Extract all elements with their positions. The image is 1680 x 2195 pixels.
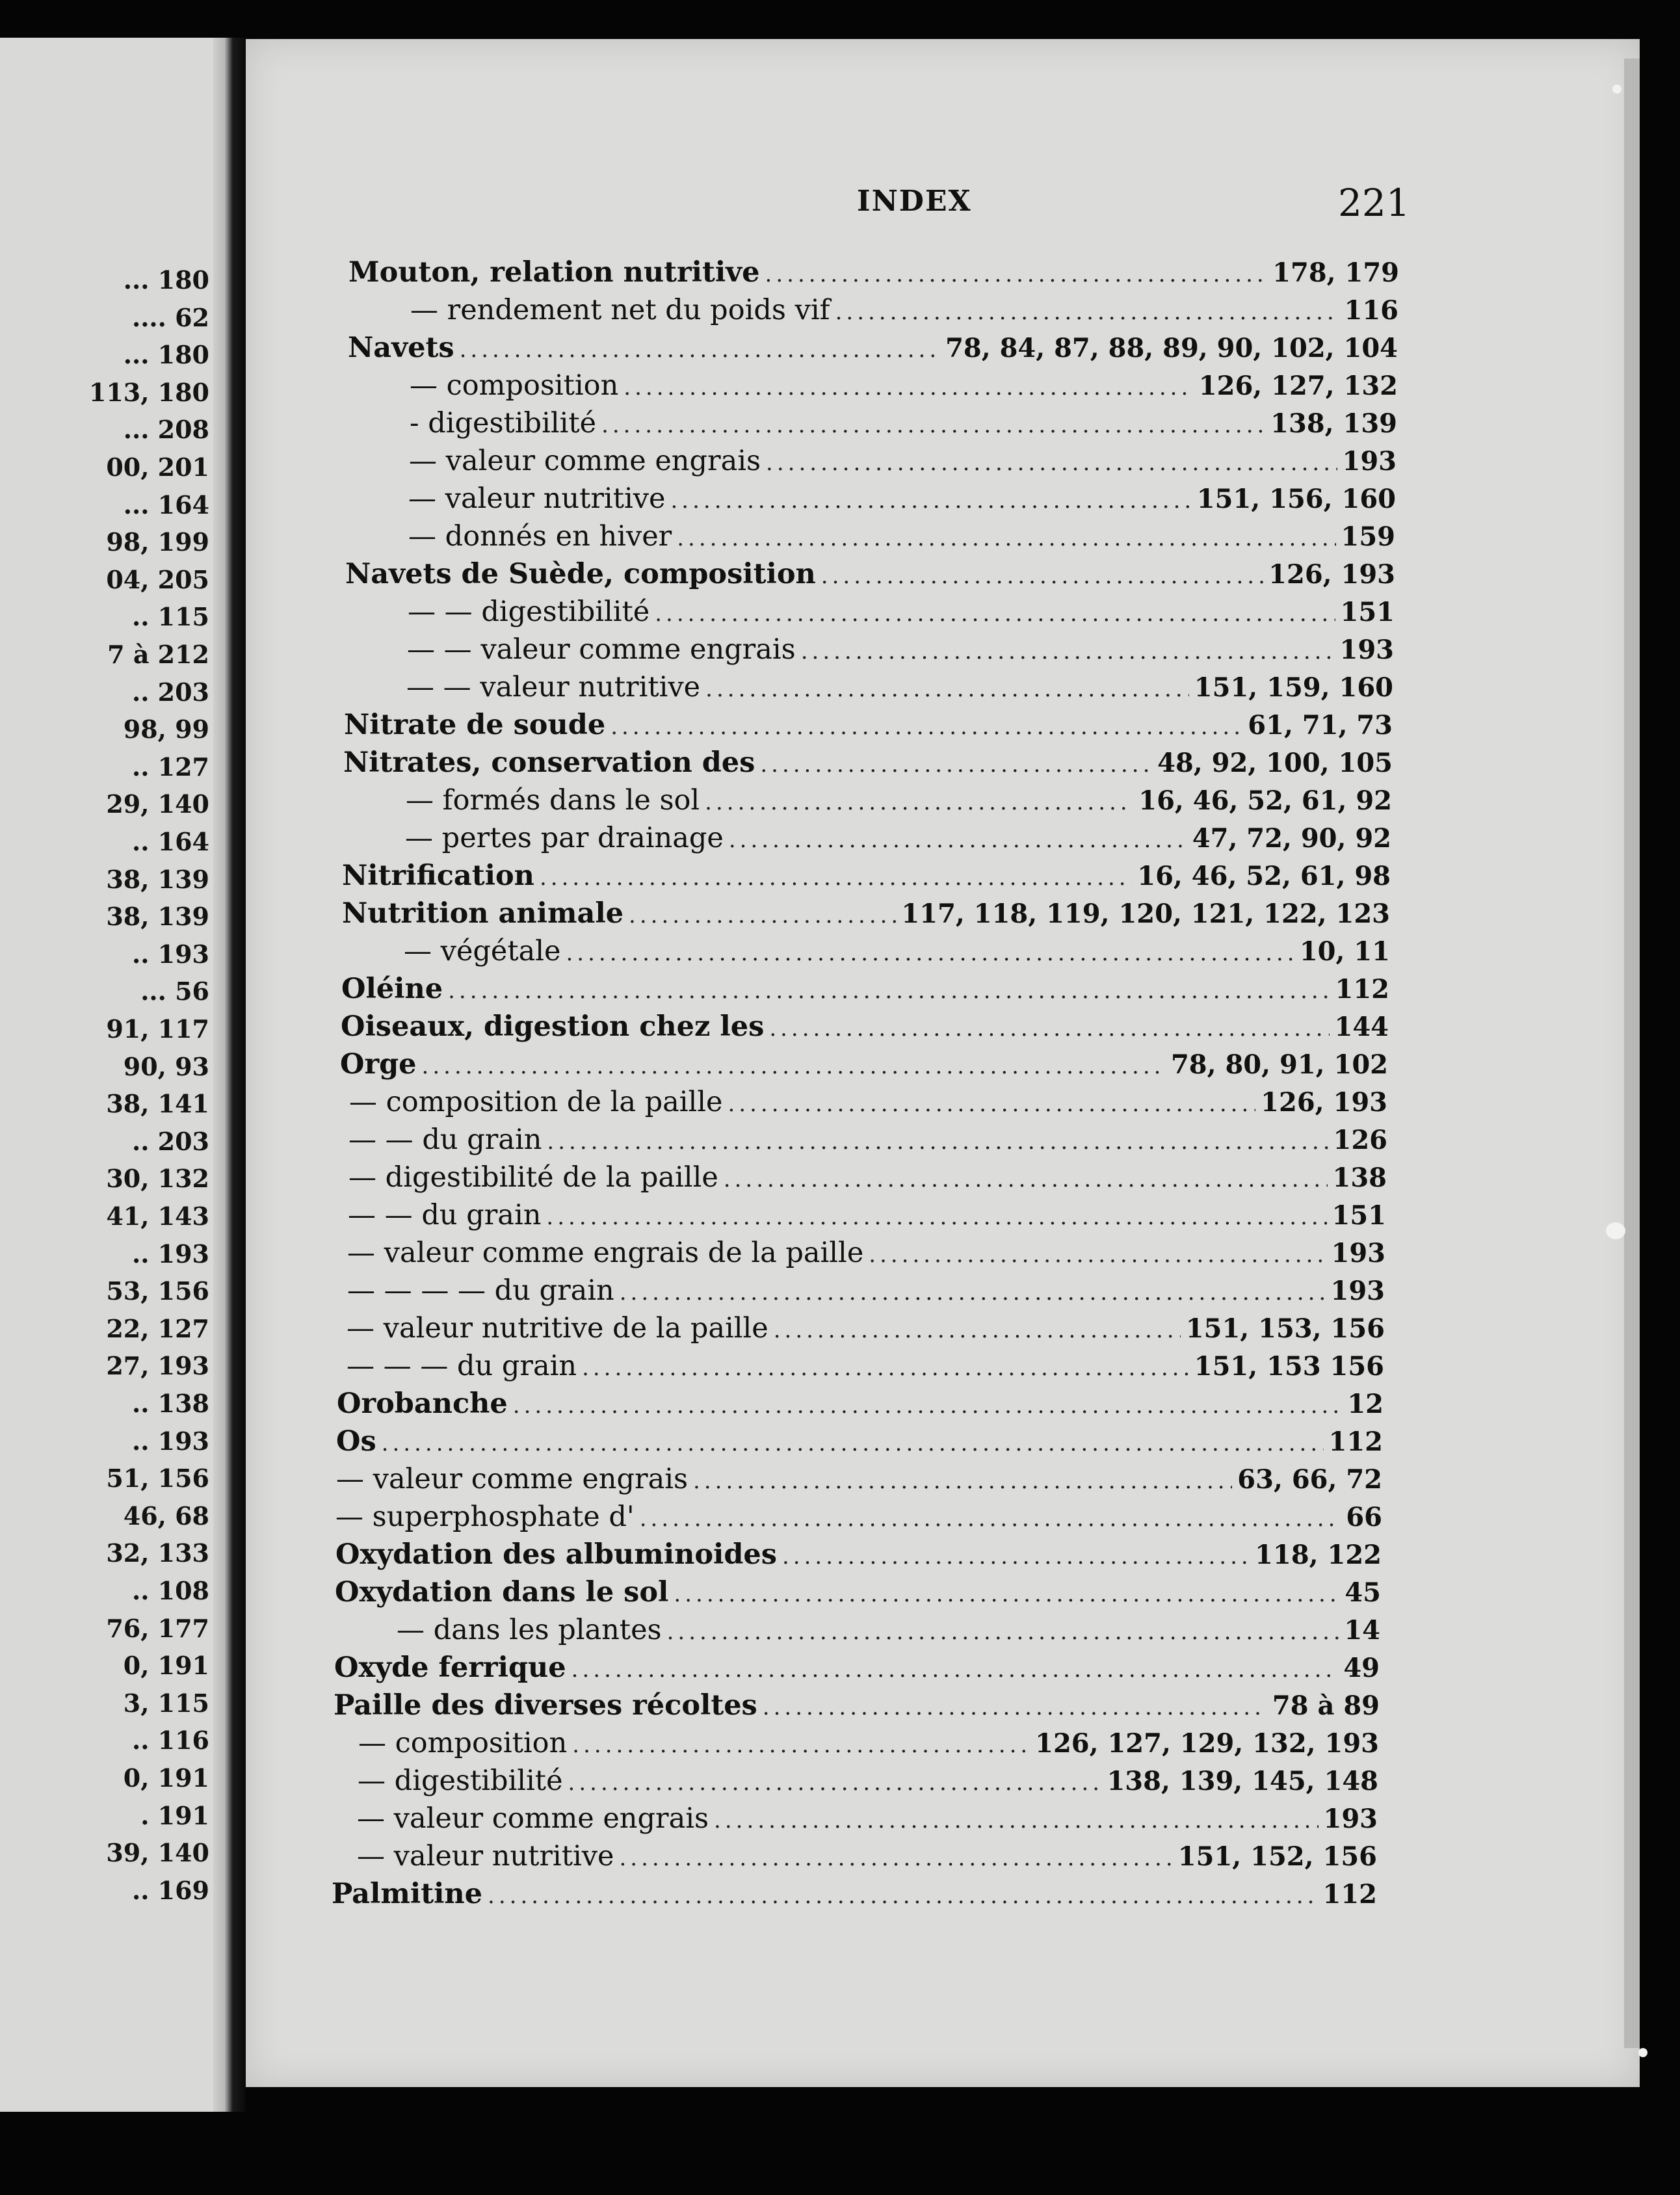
index-entry	[397, 1611, 1380, 1649]
index-entry	[348, 1121, 1387, 1159]
entry-page-refs: 138, 139, 145, 148	[1107, 1766, 1378, 1796]
left-page-number: 91, 117	[106, 1014, 209, 1044]
entry-page-refs: 112	[1335, 974, 1389, 1005]
entry-page-refs: 112	[1328, 1426, 1383, 1457]
left-page-number: .. 127	[131, 752, 209, 782]
entry-page-refs: 63, 66, 72	[1237, 1464, 1382, 1495]
entry-page-refs: 14	[1344, 1615, 1380, 1646]
dot-leader	[640, 1500, 1341, 1538]
index-entry	[348, 254, 1399, 291]
index-entries	[332, 254, 1399, 1913]
book-gutter	[213, 38, 246, 2112]
left-page-number: .. 193	[131, 1239, 209, 1268]
left-page-number: .. 193	[131, 1426, 209, 1456]
index-entry	[332, 1875, 1377, 1913]
entry-label: - digestibilité	[410, 407, 597, 440]
index-entry	[337, 1385, 1384, 1423]
entry-label: Oxydation des albuminoides	[335, 1538, 777, 1571]
entry-label: — donnés en hiver	[408, 520, 672, 553]
index-entry	[335, 1536, 1382, 1573]
entry-label: — dans les plantes	[397, 1614, 662, 1646]
entry-label: — composition	[358, 1727, 568, 1759]
index-entry	[406, 782, 1392, 819]
dot-leader	[546, 1198, 1326, 1236]
entry-label: Os	[336, 1425, 376, 1458]
entry-label: — composition de la paille	[349, 1086, 723, 1118]
dot-leader	[667, 1613, 1339, 1651]
index-entry	[341, 970, 1389, 1008]
left-page-number: 0, 191	[123, 1763, 209, 1793]
entry-page-refs: 49	[1343, 1653, 1380, 1683]
entry-page-refs: 47, 72, 90, 92	[1192, 823, 1391, 854]
left-page-number: 32, 133	[106, 1538, 209, 1568]
entry-page-refs: 138, 139	[1270, 408, 1397, 439]
entry-label: — valeur comme engrais	[357, 1802, 709, 1835]
left-page-number: 76, 177	[106, 1613, 209, 1643]
left-page-number: 29, 140	[106, 789, 209, 819]
entry-page-refs: 126, 193	[1268, 559, 1395, 590]
entry-label: Nitrification	[342, 860, 534, 892]
dot-leader	[629, 897, 896, 934]
index-entry	[405, 819, 1391, 857]
index-entry	[343, 744, 1393, 782]
entry-label: — digestibilité	[358, 1765, 563, 1797]
dot-leader	[674, 1575, 1339, 1613]
entry-page-refs: 193	[1331, 1238, 1385, 1268]
left-page-number: 38, 139	[106, 864, 209, 894]
entry-label: — valeur comme engrais	[336, 1463, 689, 1495]
entry-page-refs: 151, 156, 160	[1196, 484, 1396, 514]
index-entry	[410, 404, 1397, 442]
left-page-number: 30, 132	[106, 1164, 209, 1194]
index-entry	[404, 932, 1390, 970]
left-page-number: .. 203	[131, 1126, 209, 1156]
left-page-number: 00, 201	[106, 453, 209, 482]
dot-leader	[821, 557, 1263, 595]
dot-leader	[769, 1010, 1329, 1047]
left-page-number: 51, 156	[106, 1464, 209, 1493]
entry-page-refs: 118, 122	[1255, 1540, 1382, 1570]
entry-label: — valeur comme engrais	[409, 445, 761, 477]
entry-page-refs: 151	[1340, 597, 1395, 627]
index-entry	[347, 1234, 1385, 1272]
dot-leader	[728, 1085, 1256, 1123]
entry-label: — composition	[410, 369, 619, 402]
left-page-number: 53, 156	[106, 1276, 209, 1306]
left-page-number: 22, 127	[106, 1313, 209, 1343]
index-entry	[340, 1045, 1388, 1083]
dot-leader	[670, 482, 1191, 519]
dot-leader	[869, 1236, 1326, 1274]
dot-leader	[422, 1047, 1166, 1085]
entry-page-refs: 126	[1333, 1125, 1387, 1155]
entry-page-refs: 45	[1345, 1577, 1381, 1608]
dot-leader	[705, 670, 1189, 708]
dot-leader	[677, 519, 1335, 557]
left-page-number: ... 208	[123, 415, 209, 445]
index-entry	[345, 555, 1395, 593]
dot-leader	[547, 1123, 1328, 1161]
entry-label: — valeur nutritive de la paille	[347, 1312, 768, 1345]
entry-label: — — valeur comme engrais	[407, 633, 796, 666]
entry-page-refs: 126, 127, 129, 132, 193	[1035, 1728, 1379, 1759]
left-page-number: ... 56	[140, 977, 209, 1006]
entry-label: — — — — du grain	[347, 1274, 614, 1307]
dot-leader	[655, 595, 1335, 633]
running-head: INDEX	[857, 185, 972, 218]
entry-page-refs: 78, 80, 91, 102	[1170, 1049, 1388, 1080]
entry-label: — — — du grain	[347, 1350, 577, 1382]
left-page-number: 113, 180	[88, 377, 209, 407]
scan-speck	[1612, 85, 1621, 94]
index-entry	[341, 1008, 1389, 1045]
index-entry	[348, 329, 1398, 367]
index-entry	[358, 1762, 1378, 1800]
scan-speck	[1638, 2048, 1647, 2057]
index-entry	[348, 1159, 1387, 1196]
entry-page-refs: 48, 92, 100, 105	[1157, 748, 1393, 778]
dot-leader	[568, 1764, 1102, 1802]
entry-label: Nitrate de soude	[344, 709, 606, 741]
index-entry	[358, 1724, 1379, 1762]
dot-leader	[782, 1538, 1250, 1575]
entry-page-refs: 10, 11	[1299, 936, 1390, 967]
index-entry	[347, 1272, 1385, 1309]
index-entry	[348, 1196, 1386, 1234]
left-page-number: 98, 199	[106, 527, 209, 557]
dot-leader	[760, 746, 1152, 783]
dot-leader	[724, 1161, 1328, 1198]
entry-page-refs: 66	[1346, 1502, 1382, 1532]
dot-leader	[572, 1726, 1030, 1764]
index-entry	[347, 1347, 1384, 1385]
entry-page-refs: 151, 153, 156	[1185, 1313, 1385, 1344]
dot-leader	[801, 633, 1335, 670]
index-entry	[336, 1460, 1382, 1498]
left-page-number: . 191	[140, 1800, 209, 1830]
dot-leader	[540, 859, 1132, 897]
page-edge	[1624, 59, 1640, 2048]
index-entry	[410, 367, 1398, 404]
dot-leader	[571, 1651, 1339, 1689]
dot-leader	[460, 331, 940, 369]
index-entry	[408, 518, 1395, 555]
entry-label: Oiseaux, digestion chez les	[341, 1010, 765, 1043]
left-page-number: 38, 141	[106, 1089, 209, 1119]
index-entry	[335, 1498, 1382, 1536]
entry-page-refs: 151, 153 156	[1194, 1351, 1384, 1382]
entry-label: — — du grain	[348, 1199, 542, 1231]
left-page-number: 0, 191	[123, 1651, 209, 1681]
index-entry	[357, 1800, 1378, 1837]
index-entry	[409, 442, 1397, 480]
dot-leader	[566, 934, 1294, 972]
index-entry	[406, 668, 1393, 706]
index-entry	[336, 1423, 1383, 1460]
entry-page-refs: 12	[1347, 1389, 1384, 1419]
dot-leader	[763, 1689, 1267, 1726]
entry-label: Nitrates, conservation des	[343, 746, 755, 779]
entry-label: Mouton, relation nutritive	[348, 256, 760, 289]
left-page-number: .. 115	[131, 602, 209, 632]
entry-label: Palmitine	[332, 1878, 483, 1910]
entry-page-refs: 78, 84, 87, 88, 89, 90, 102, 104	[945, 333, 1398, 363]
entry-label: — valeur nutritive	[357, 1840, 614, 1873]
left-page-number: .. 203	[131, 677, 209, 707]
index-entry	[344, 706, 1393, 744]
left-page-number: 46, 68	[123, 1501, 209, 1531]
entry-page-refs: 144	[1334, 1012, 1389, 1042]
entry-page-refs: 151	[1332, 1200, 1386, 1231]
dot-leader	[729, 821, 1187, 859]
dot-leader	[765, 256, 1268, 293]
entry-page-refs: 138	[1332, 1163, 1387, 1193]
entry-label: Navets	[348, 332, 454, 364]
left-page-number: .. 138	[131, 1389, 209, 1418]
dot-leader	[774, 1311, 1181, 1349]
index-entry	[357, 1837, 1377, 1875]
entry-page-refs: 126, 127, 132	[1198, 371, 1398, 401]
entry-page-refs: 151, 159, 160	[1194, 672, 1393, 703]
left-page-number: 04, 205	[106, 564, 209, 594]
entry-page-refs: 16, 46, 52, 61, 98	[1137, 861, 1391, 891]
left-page-number: 39, 140	[106, 1838, 209, 1868]
entry-label: Oxydation dans le sol	[335, 1576, 669, 1609]
left-page-number: 38, 139	[106, 902, 209, 932]
left-page-number: 7 à 212	[107, 640, 209, 669]
left-page-number: ... 180	[123, 340, 209, 370]
index-entry	[410, 291, 1398, 329]
scan-speck	[1606, 1222, 1625, 1239]
index-entry	[334, 1649, 1380, 1687]
entry-page-refs: 193	[1330, 1276, 1385, 1306]
dot-leader	[513, 1387, 1343, 1425]
index-entry	[408, 593, 1395, 631]
entry-label: — digestibilité de la paille	[348, 1161, 718, 1194]
dot-leader	[693, 1462, 1232, 1500]
entry-label: — rendement net du poids vif	[410, 294, 830, 326]
left-page-number: 27, 193	[106, 1351, 209, 1381]
entry-label: — végétale	[404, 935, 561, 967]
entry-label: Orge	[340, 1048, 417, 1081]
entry-page-refs: 126, 193	[1261, 1087, 1387, 1118]
entry-page-refs: 159	[1341, 521, 1395, 552]
entry-page-refs: 193	[1342, 446, 1397, 477]
left-page-number: ... 164	[123, 490, 209, 519]
dot-leader	[582, 1349, 1189, 1387]
index-entry	[342, 857, 1391, 895]
left-page-number: .. 116	[131, 1726, 209, 1755]
left-page-number: .. 169	[131, 1875, 209, 1905]
entry-page-refs: 151, 152, 156	[1177, 1841, 1377, 1872]
entry-label: Navets de Suède, composition	[345, 558, 816, 590]
entry-label: — valeur nutritive	[408, 482, 666, 515]
index-entry	[349, 1083, 1387, 1121]
entry-label: — pertes par drainage	[405, 822, 724, 854]
left-page-number: 98, 99	[123, 715, 209, 744]
dot-leader	[766, 444, 1337, 482]
entry-page-refs: 116	[1344, 295, 1398, 326]
entry-label: — superphosphate d'	[335, 1501, 635, 1533]
dot-leader	[382, 1425, 1324, 1462]
dot-leader	[835, 293, 1339, 331]
dot-leader	[488, 1877, 1317, 1915]
index-entry	[347, 1309, 1385, 1347]
left-page-number: .. 164	[131, 827, 209, 856]
entry-page-refs: 61, 71, 73	[1248, 710, 1393, 741]
entry-label: Oxyde ferrique	[334, 1651, 566, 1684]
index-entry	[342, 895, 1390, 932]
left-page-number: .. 108	[131, 1576, 209, 1605]
entry-label: — — digestibilité	[408, 596, 650, 628]
dot-leader	[448, 972, 1330, 1010]
dot-leader	[619, 1839, 1172, 1877]
entry-page-refs: 78 à 89	[1272, 1690, 1380, 1721]
entry-label: — formés dans le sol	[406, 784, 700, 817]
left-page-number: .... 62	[131, 302, 209, 332]
left-page-number: 41, 143	[106, 1202, 209, 1231]
left-page-number: 3, 115	[123, 1688, 209, 1718]
dot-leader	[601, 406, 1265, 444]
dot-leader	[610, 708, 1242, 746]
entry-page-refs: 178, 179	[1272, 257, 1399, 288]
entry-page-refs: 117, 118, 119, 120, 121, 122, 123	[901, 899, 1390, 929]
entry-page-refs: 193	[1339, 635, 1394, 665]
dot-leader	[623, 369, 1194, 406]
index-entry	[335, 1573, 1381, 1611]
left-page-number: .. 193	[131, 939, 209, 969]
dot-leader	[705, 783, 1133, 821]
entry-label: Orobanche	[337, 1387, 508, 1420]
index-entry	[407, 631, 1394, 668]
entry-label: — — du grain	[348, 1124, 542, 1156]
index-entry	[408, 480, 1396, 518]
dot-leader	[620, 1274, 1326, 1311]
entry-label: Paille des diverses récoltes	[334, 1689, 757, 1722]
dot-leader	[714, 1802, 1318, 1839]
entry-page-refs: 16, 46, 52, 61, 92	[1138, 785, 1392, 816]
entry-page-refs: 112	[1322, 1879, 1377, 1910]
index-entry	[334, 1687, 1380, 1724]
left-page-number: 90, 93	[123, 1051, 209, 1081]
entry-label: — valeur comme engrais de la paille	[347, 1237, 864, 1269]
entry-label: — — valeur nutritive	[406, 671, 701, 703]
entry-label: Nutrition animale	[342, 897, 624, 930]
left-page-number: ... 180	[123, 265, 209, 295]
entry-page-refs: 193	[1323, 1804, 1378, 1834]
page-number: 221	[1338, 181, 1410, 225]
previous-page-fragment	[0, 38, 213, 2112]
entry-label: Oléine	[341, 973, 443, 1005]
